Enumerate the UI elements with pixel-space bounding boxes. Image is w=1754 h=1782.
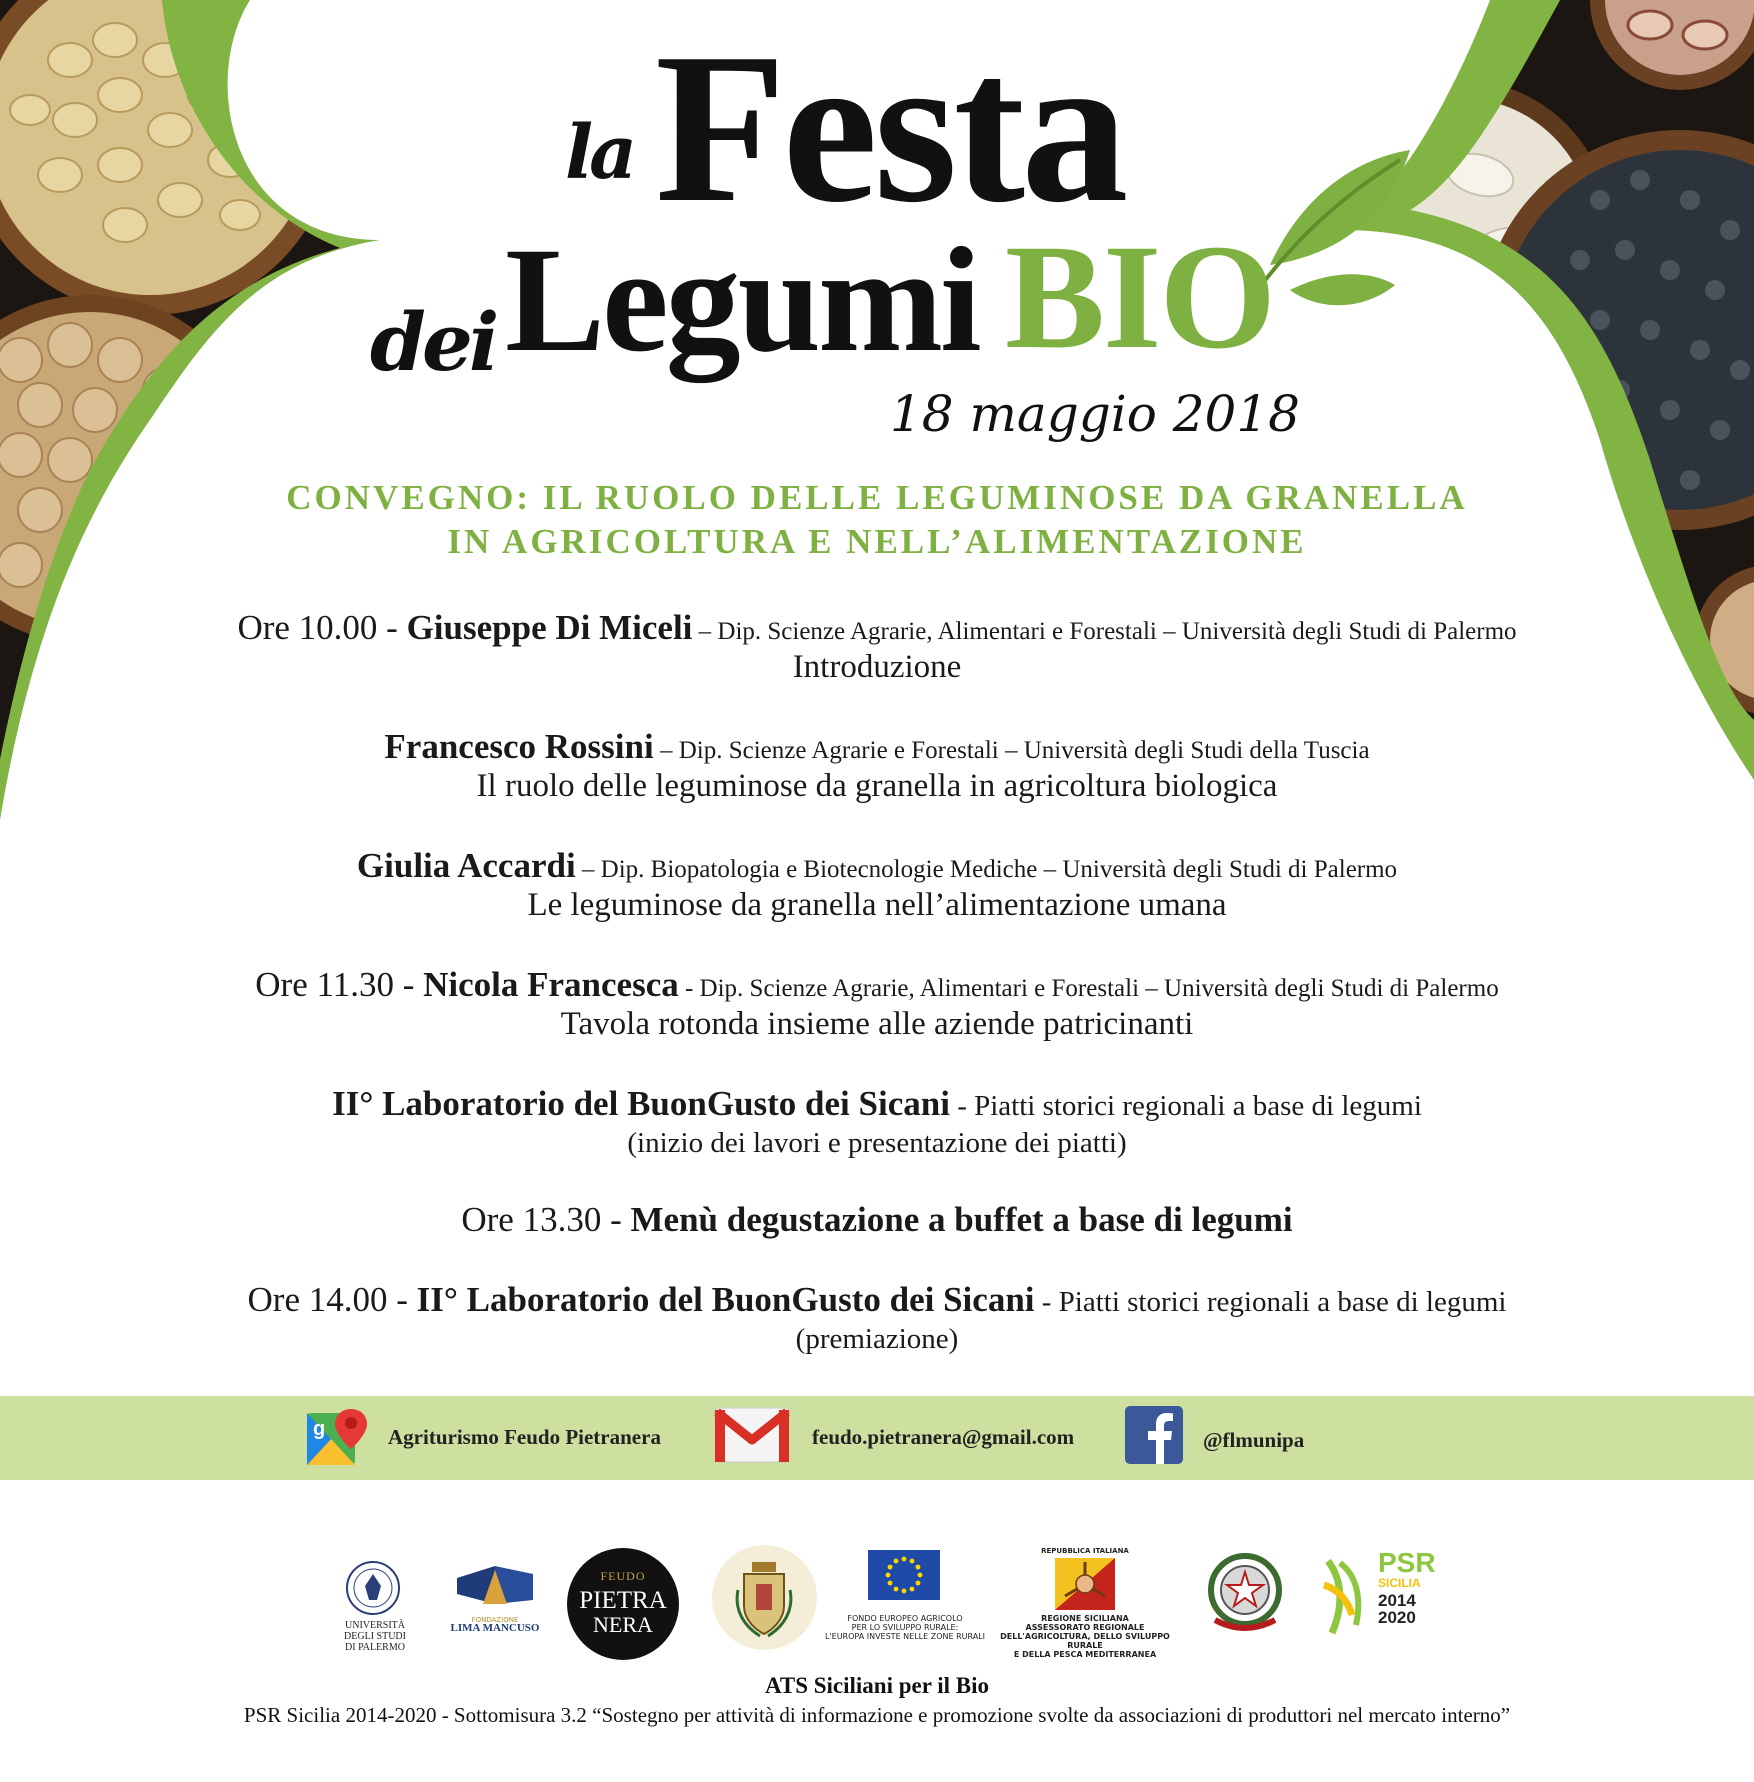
psr-year-end: 2020 (1378, 1608, 1416, 1627)
program-item-4-topic: Tavola rotonda insieme alle aziende patricinanti (560, 1006, 1194, 1042)
program-item-3-topic: Le leguminose da granella nell’alimentazione umana (527, 887, 1227, 923)
psr-region-text: SICILIA (1378, 1576, 1421, 1590)
title-legumi: Legumi (505, 217, 979, 383)
feasr-caption: FONDO EUROPEO AGRICOLO PER LO SVILUPPO RURALE: L'EUROPA INVESTE NELLE ZONE RURALI (824, 1614, 986, 1641)
maps-icon[interactable] (305, 1405, 369, 1469)
psr-year-start: 2014 (1378, 1591, 1416, 1610)
eu-flag-icon (868, 1550, 940, 1600)
subtitle-line-2: IN AGRICOLTURA E NELL’ALIMENTAZIONE (447, 522, 1307, 561)
fondazione-logo-icon (455, 1560, 535, 1616)
facebook-icon[interactable] (1125, 1406, 1183, 1464)
program-item-5-speaker: II° Laboratorio del BuonGusto dei Sicani - Piatti storici regionali a base di legumi (332, 1084, 1422, 1123)
facebook-handle[interactable]: @flmunipa (1203, 1428, 1305, 1452)
feudo-top-text: FEUDO (600, 1569, 646, 1583)
title-la: la (565, 110, 634, 196)
title-festa: Festa (655, 8, 1125, 247)
regione-top-text: REPUBBLICA ITALIANA (1041, 1547, 1129, 1555)
location-text[interactable]: Agriturismo Feudo Pietranera (388, 1425, 661, 1449)
program-item-2-topic: Il ruolo delle leguminose da granella in agricoltura biologica (476, 768, 1278, 804)
program-item-6-speaker: Ore 13.30 - Menù degustazione a buffet a base di legumi (461, 1200, 1293, 1239)
program-item-1-topic: Introduzione (792, 649, 962, 685)
feudo-line-1: PIETRA (579, 1587, 667, 1614)
regione-caption: REGIONE SICILIANA ASSESSORATO REGIONALE DELL'AGRICOLTURA, DELLO SVILUPPO RURALE E DELLA PESCA MEDITERRANEA (1000, 1614, 1170, 1659)
fondazione-top-text: FONDAZIONE (471, 1616, 519, 1624)
title-bio: BIO (1005, 214, 1275, 380)
feudo-line-2: NERA (593, 1612, 653, 1637)
event-date: 18 maggio 2018 (890, 385, 1300, 443)
trinacria-icon (1055, 1558, 1115, 1610)
comune-crest-icon (732, 1560, 796, 1640)
program-item-7-topic: (premiazione) (795, 1323, 959, 1355)
program-item-5-topic: (inizio dei lavori e presentazione dei piatti) (627, 1127, 1127, 1159)
footer-ats: ATS Siciliani per il Bio (764, 1673, 990, 1698)
fondazione-name-text: LIMA MANCUSO (450, 1622, 540, 1634)
program-item-1-speaker: Ore 10.00 - Giuseppe Di Miceli – Dip. Scienze Agrarie, Alimentari e Forestali – Università degli Studi di Palermo (237, 608, 1517, 647)
svg-text:g: g (313, 1418, 326, 1440)
email-text[interactable]: feudo.pietranera@gmail.com (812, 1425, 1075, 1449)
footer-psr-note: PSR Sicilia 2014-2020 - Sottomisura 3.2 “Sostegno per attività di informazione e promozione svolte da associazioni di produttori nel mercato interno” (243, 1703, 1511, 1727)
psr-wheat-icon (1322, 1555, 1378, 1635)
title-dei: dei (370, 295, 496, 389)
gmail-icon[interactable] (713, 1406, 791, 1464)
subtitle-line-1: CONVEGNO: IL RUOLO DELLE LEGUMINOSE DA GRANELLA (286, 478, 1468, 517)
unipa-seal-icon (345, 1560, 401, 1616)
italian-emblem-icon (1205, 1550, 1285, 1635)
program-item-7-speaker: Ore 14.00 - II° Laboratorio del BuonGusto dei Sicani - Piatti storici regionali a base di legumi (247, 1280, 1507, 1319)
unipa-caption: UNIVERSITÀ DEGLI STUDI DI PALERMO (344, 1620, 406, 1653)
program-item-2-speaker: Francesco Rossini – Dip. Scienze Agrarie e Forestali – Università degli Studi della Tuscia (384, 727, 1370, 766)
program-item-4-speaker: Ore 11.30 - Nicola Francesca - Dip. Scienze Agrarie, Alimentari e Forestali – Università degli Studi di Palermo (255, 965, 1499, 1004)
psr-top-text: PSR (1378, 1547, 1436, 1578)
program-item-3-speaker: Giulia Accardi – Dip. Biopatologia e Biotecnologie Mediche – Università degli Studi di Palermo (356, 846, 1398, 885)
